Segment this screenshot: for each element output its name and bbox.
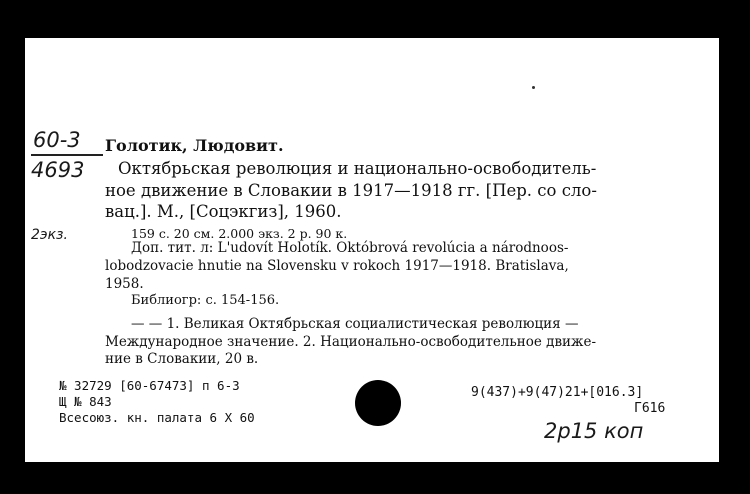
catalog-card <box>25 38 719 462</box>
punch-hole <box>355 380 401 426</box>
title-line-1: Октябрьская революция и национально-освободитель- <box>118 159 597 178</box>
subject-line-1: — — 1. Великая Октябрьская социалистическая революция — <box>131 316 579 332</box>
subject-line-3: ние в Словакии, 20 в. <box>105 351 259 367</box>
orig-title-line-1: Доп. тит. л: L'udovít Holotík. Októbrová revolúcia a národnoos- <box>131 240 569 256</box>
title-line-2: ное движение в Словакии в 1917—1918 гг. [Пер. со сло- <box>105 181 597 200</box>
classification-code: 9(437)+9(47)21+[016.3] <box>471 385 644 400</box>
call-number-top: 60-3 <box>33 128 81 152</box>
physical-description: 159 с. 20 см. 2.000 экз. 2 р. 90 к. <box>131 226 348 241</box>
book-chamber: Всесоюз. кн. палата 6 X 60 <box>59 410 255 425</box>
subject-line-2: Международное значение. 2. Национально-освободительное движе- <box>105 334 597 350</box>
bibliography-note: Библиогр: с. 154-156. <box>131 293 280 308</box>
margin-note: 2экз. <box>31 227 68 243</box>
call-number-bottom: 4693 <box>31 158 85 182</box>
price-note: 2р15 коп <box>544 419 644 443</box>
orig-title-line-2: lobodzovacie hnutie na Slovensku v rokoch 1917—1918. Bratislava, <box>105 258 569 274</box>
orig-title-line-3: 1958. <box>105 276 144 292</box>
call-number-divider <box>31 154 103 156</box>
record-number: № 32729 [60-67473] п 6-3 <box>59 378 240 393</box>
author-heading: Голотик, Людовит. <box>105 136 284 155</box>
title-line-3: вац.]. М., [Соцэкгиз], 1960. <box>105 202 342 221</box>
copy-number: Щ № 843 <box>59 394 112 409</box>
author-mark: Г616 <box>634 401 666 416</box>
speck <box>532 86 535 89</box>
